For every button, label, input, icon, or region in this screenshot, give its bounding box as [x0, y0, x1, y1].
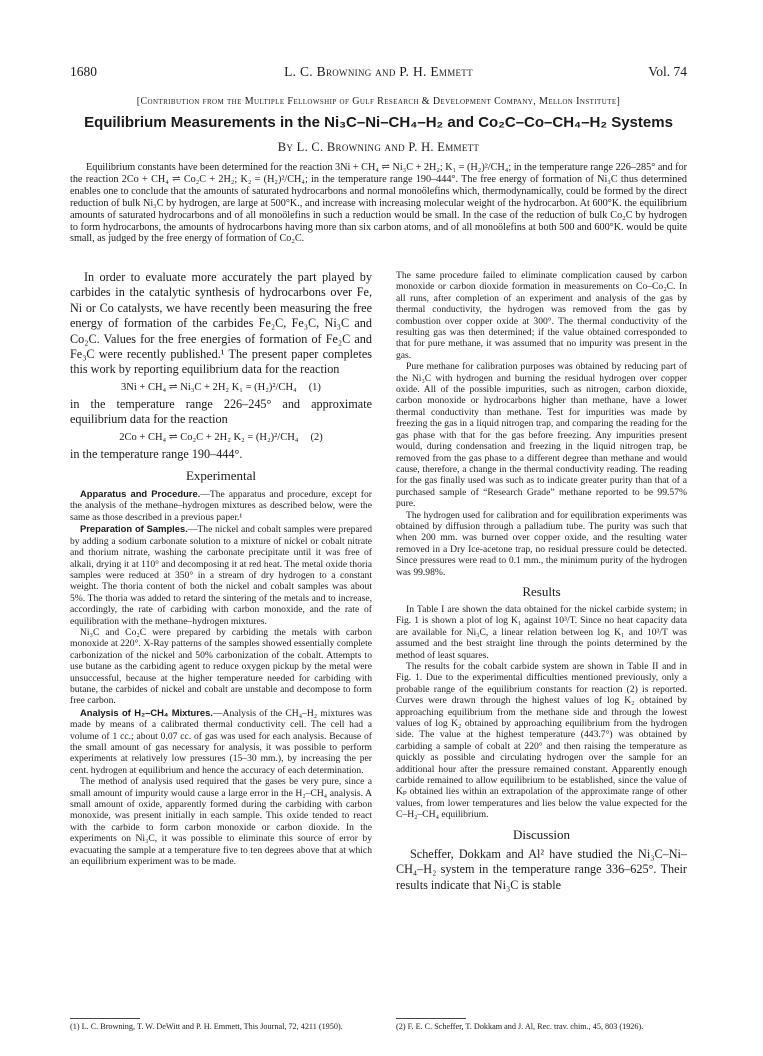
discussion-heading: Discussion: [512, 826, 571, 842]
footnote-2: (2) F. E. C. Scheffer, T. Dokkam and J. Al, Rec. trav. chim., 45, 803 (1926).: [396, 1022, 644, 1031]
discussion-paragraph: Scheffer, Dokkam and Al² have studied the Ni₃C–Ni–CH₄–H₂ system in the temperature range 336–625°. Their results indicate that Ni₃C is stable: [396, 846, 687, 892]
analysis-paragraph: [70, 707, 372, 776]
page-number: 1680: [70, 64, 97, 79]
equation-2-number: (2): [310, 431, 323, 443]
footnote-rule-right: [396, 1018, 466, 1019]
running-head-authors: L. C. Browning and P. H. Emmett: [284, 64, 473, 79]
analysis-text: —Analysis of the CH₄–H₂ mixtures was made by means of a calibrated thermal conductivity cell. The cell had a volume of 1 cc.; about 0.07 cc. of gas was used for each analysis. Because of the small amount of gas necessary for analysis, it was possible to perform experiments at relatively low pressures (15–30 mm.), by increasing the per cent. hydrogen at equilibrium and hence the accuracy of each determination.: [70, 707, 372, 776]
abstract: Equilibrium constants have been determined for the reaction 3Ni + CH₄ ⇌ Ni₃C + 2H₂; K₁ = (H₂)²/CH₄; in the temperature range 226–285° and for the reaction 2Co + CH₄ ⇌ Co₂C + 2H₂; K₂ = (H₂)²/CH₄; in the temperature range 190–444°. The free energy of formation of Ni₃C thus determined enables one to conclude that the amounts of saturated hydrocarbons and normal monoölefins which, thermodynamically, could be formed by the direct reduction of bulk Ni₃C by hydrogen, are large at 500°K., and increase with increasing molecular weight of the hydrocarbon. At 600°K. the equilibrium amounts of saturated hydrocarbons and of all monoölefins in such a reduction would be small. In the case of the reduction of bulk Co₂C by hydrogen to form hydrocarbons, the amounts of hydrocarbons having more than six carbon atoms, and of all monoölefins at both 500 and 600°K. would be quite small, as judged by the free energy of formation of Co₂C.: [70, 162, 687, 245]
experimental-heading: Experimental: [185, 468, 257, 484]
right-column: [396, 270, 687, 893]
cobalt-range-paragraph: in the temperature range 190–444°.: [70, 446, 243, 461]
analysis-runin-heading: Analysis of H₂–CH₄ Mixtures.: [80, 706, 213, 718]
equation-1-text: 3Ni + CH₄ ⇌ Ni₃C + 2H₂ K₁ = (H₂)²/CH₄: [121, 381, 297, 393]
volume-label: Vol. 74: [648, 64, 687, 79]
apparatus-text: —The apparatus and procedure, except for the analysis of the methane–hydrogen mixtures as described below, were the same as those described in a previous paper.¹: [70, 489, 372, 523]
footnote-1: (1) L. C. Browning, T. W. DeWitt and P. H. Emmett, This Journal, 72, 4211 (1950).: [70, 1022, 343, 1031]
article-title: Equilibrium Measurements in the Ni₃C–Ni–CH₄–H₂ and Co₂C–Co–CH₄–H₂ Systems: [84, 114, 673, 131]
equation-1: [70, 380, 372, 395]
left-column: [70, 270, 372, 867]
procedure-paragraph: The same procedure failed to eliminate complication caused by carbon monoxide or carbon dioxide formation in measurements on Co–Co₂C. In all runs, after completion of an experiment and analysis of the gas by thermal conductivity, the hydrogen was removed from the gas by combustion over copper oxide at 300°. The thermal conductivity of the resulting gas was then determined; if the value obtained corresponded to that for pure methane, it was assumed that no impurity was present in the gas.: [396, 270, 687, 361]
temperature-range-paragraph: in the temperature range 226–245° and approximate equilibrium data for the reaction: [70, 396, 372, 427]
hydrogen-purity-paragraph: The hydrogen used for calibration and for equilibration experiments was obtained by diffusion through a palladium tube. The purity was such that when 200 mm. was burned over copper oxide, and the resulting water removed in a Dry Ice-acetone trap, no residual pressure could be detected. Since pressures were read to 0.1 mm., the minimum purity of the hydrogen was 99.98%.: [396, 509, 687, 578]
results-heading: Results: [522, 583, 561, 599]
results-paragraph-2: The results for the cobalt carbide system are shown in Table II and in Fig. 1. Due to the experimental difficulties mentioned previously, only a probable range of the equilibrium constants for reaction (2) is reported. Curves were drawn through the highest values of log K₂ obtained by approaching equilibrium from the methane side and through the lowest values of log K₂ obtained by approaching equilibrium from the hydrogen side. The value at the highest temperature (443.7°) was obtained by carbiding a sample of cobalt at 220° and then raising the temperature as quickly as possible and circulating hydrogen over the sample for an additional hour after the pressure remained constant. Apparently enough carbide remained to allow equilibrium to be established, since the value of Kₚ obtained lies within an extrapolation of the approximate range of other values, from lower temperatures and lies below the value expected for the C–H₂–CH₄ equilibrium.: [396, 661, 687, 821]
equation-2-text: 2Co + CH₄ ⇌ Co₂C + 2H₂ K₂ = (H₂)²/CH₄: [119, 431, 299, 443]
apparatus-runin-heading: Apparatus and Procedure.: [80, 488, 201, 500]
footnote-rule-left: [70, 1018, 140, 1019]
intro-paragraph: In order to evaluate more accurately the part played by carbides in the catalytic synthesis of hydrocarbons over Fe, Ni or Co catalysts, we have recently been measuring the free energy of formation of the carbides Fe₂C, Fe₃C, Ni₃C and Co₂C. Values for the free energies of formation of Fe₂C and Fe₃C were recently published.¹ The present paper completes this work by reporting equilibrium data for the reaction: [70, 270, 372, 377]
apparatus-paragraph: [70, 488, 372, 523]
equation-2: [70, 430, 372, 445]
preparation-runin-heading: Preparation of Samples.: [80, 523, 188, 535]
preparation-text: —The nickel and cobalt samples were prepared by adding a sodium carbonate solution to a mixture of nickel or cobalt nitrate and thorium nitrate, washing the carbonate precipitate until it was free of alkali, drying it at 110° and decomposing it at red heat. The metal oxide thoria samples were reduced at 350° in a stream of dry hydrogen to a constant weight. The thoria content of both the nickel and cobalt samples was about 5%. The thoria was added to retard the sintering of the metals and to increase, accordingly, the rate of carbiding with carbon monoxide, and the rate of equilibration with the methane–hydrogen mixtures.: [70, 524, 372, 627]
running-head: [70, 64, 687, 82]
methane-calibration-paragraph: Pure methane for calibration purposes was obtained by reducing part of the Ni₃C with hydrogen and burning the residual hydrogen over copper oxide. All of the possible impurities, such as nitrogen, carbon dioxide, carbon monoxide or hydrocarbons higher than methane, have a lower thermal conductivity than methane. Test for impurities was made by freezing the gas in a liquid nitrogen trap, and comparing the reading for the gas phase with that for the gas before freezing. Any impurities present would, during condensation and freezing in the liquid nitrogen trap, be removed from the gas phase to a different degree than methane and would cause, therefore, a change in the thermal conductivity reading. The reading for the gas finally used was such as to indicate greater purity than that of a purchased sample of “Research Grade” methane reported to be 99.57% pure.: [396, 361, 687, 510]
byline: By L. C. Browning and P. H. Emmett: [277, 140, 480, 154]
contribution-line: [Contribution from the Multiple Fellowship of Gulf Research & Development Company, Mellon Institute]: [136, 96, 621, 107]
method-paragraph: The method of analysis used required that the gases be very pure, since a small amount of impurity would cause a large error in the H₂–CH₄ analysis. A small amount of oxide, apparently formed during the carbiding with carbon monoxide, was present initially in each sample. This oxide tended to react with the carbide to form carbon monoxide or carbon dioxide. In the experiments on Ni₃C, it was possible to eliminate this source of error by evacuating the sample at a temperature five to ten degrees above that at which an equilibrium experiment was to be made.: [70, 776, 372, 868]
preparation-paragraph: [70, 523, 372, 627]
equation-1-number: (1): [308, 381, 321, 393]
results-paragraph-1: In Table I are shown the data obtained for the nickel carbide system; in Fig. 1 is shown a plot of log K₁ against 10³/T. Since no heat capacity data are available for Ni₃C, a linear relation between log K₁ and 10³/T was assumed and the best straight line through the points determined by the method of least squares.: [396, 603, 687, 661]
carbiding-paragraph: Ni₃C and Co₂C were prepared by carbiding the metals with carbon monoxide at 220°. X-Ray patterns of the samples showed essentially complete carbonization of the nickel and 50% carbonization of the cobalt. Attempts to use butane as the carbiding agent to reduce oxygen pickup by the metal were unsuccessful, because at the higher temperature needed for carbiding with butane, the carbides of nickel and cobalt are unstable and decompose to form free carbon.: [70, 626, 372, 707]
